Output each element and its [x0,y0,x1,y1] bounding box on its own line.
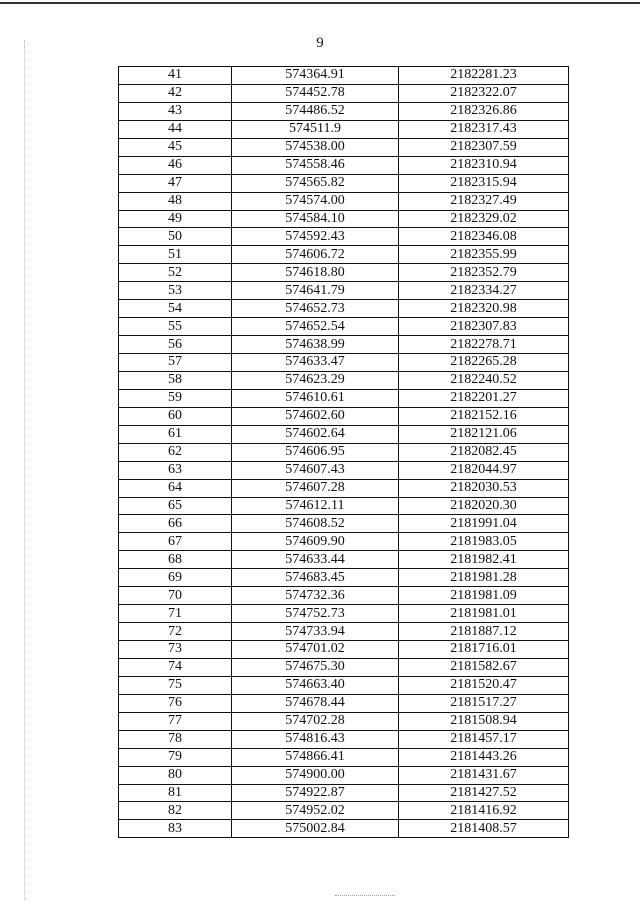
x-coordinate-cell: 574652.54 [232,318,399,336]
x-coordinate-cell: 574633.47 [232,354,399,372]
point-number-cell: 61 [119,425,232,443]
x-coordinate-cell: 574606.72 [232,246,399,264]
table-row [119,300,569,318]
coordinates-table [118,66,569,838]
y-coordinate-cell: 2181431.67 [399,766,569,784]
y-coordinate-cell: 2182322.07 [399,84,569,102]
x-coordinate-cell: 574638.99 [232,336,399,354]
page-number: 9 [316,35,324,51]
point-number-cell: 62 [119,443,232,461]
x-coordinate-cell: 574683.45 [232,569,399,587]
point-number-cell: 76 [119,694,232,712]
y-coordinate-cell: 2182020.30 [399,497,569,515]
y-coordinate-cell: 2181981.28 [399,569,569,587]
table-row [119,425,569,443]
point-number-cell: 65 [119,497,232,515]
table-row [119,766,569,784]
table-row [119,641,569,659]
x-coordinate-cell: 574602.60 [232,407,399,425]
table-row [119,497,569,515]
point-number-cell: 69 [119,569,232,587]
table-row [119,210,569,228]
y-coordinate-cell: 2182082.45 [399,443,569,461]
point-number-cell: 77 [119,712,232,730]
y-coordinate-cell: 2182307.59 [399,138,569,156]
x-coordinate-cell: 574652.73 [232,300,399,318]
table-row [119,228,569,246]
top-rule [0,2,640,4]
x-coordinate-cell: 574952.02 [232,802,399,820]
point-number-cell: 53 [119,282,232,300]
table-row [119,461,569,479]
y-coordinate-cell: 2181517.27 [399,694,569,712]
table-row [119,587,569,605]
y-coordinate-cell: 2182329.02 [399,210,569,228]
x-coordinate-cell: 574574.00 [232,192,399,210]
x-coordinate-cell: 574538.00 [232,138,399,156]
y-coordinate-cell: 2181991.04 [399,515,569,533]
point-number-cell: 46 [119,156,232,174]
y-coordinate-cell: 2182044.97 [399,461,569,479]
binding-margin [24,40,25,900]
table-row [119,67,569,85]
point-number-cell: 47 [119,174,232,192]
x-coordinate-cell: 574732.36 [232,587,399,605]
x-coordinate-cell: 574701.02 [232,641,399,659]
x-coordinate-cell: 574675.30 [232,658,399,676]
y-coordinate-cell: 2182352.79 [399,264,569,282]
point-number-cell: 78 [119,730,232,748]
x-coordinate-cell: 574607.28 [232,479,399,497]
y-coordinate-cell: 2182315.94 [399,174,569,192]
y-coordinate-cell: 2182334.27 [399,282,569,300]
y-coordinate-cell: 2182310.94 [399,156,569,174]
y-coordinate-cell: 2181408.57 [399,820,569,838]
table-row [119,102,569,120]
x-coordinate-cell: 574663.40 [232,676,399,694]
y-coordinate-cell: 2182121.06 [399,425,569,443]
y-coordinate-cell: 2181981.09 [399,587,569,605]
x-coordinate-cell: 574565.82 [232,174,399,192]
y-coordinate-cell: 2182278.71 [399,336,569,354]
table-row [119,371,569,389]
point-number-cell: 73 [119,641,232,659]
point-number-cell: 68 [119,551,232,569]
table-row [119,354,569,372]
x-coordinate-cell: 574602.64 [232,425,399,443]
point-number-cell: 43 [119,102,232,120]
x-coordinate-cell: 574511.9 [232,120,399,138]
y-coordinate-cell: 2182030.53 [399,479,569,497]
point-number-cell: 49 [119,210,232,228]
table-row [119,784,569,802]
y-coordinate-cell: 2181983.05 [399,533,569,551]
point-number-cell: 41 [119,67,232,85]
coordinates-table-body [119,67,569,838]
y-coordinate-cell: 2182307.83 [399,318,569,336]
y-coordinate-cell: 2182320.98 [399,300,569,318]
point-number-cell: 74 [119,658,232,676]
point-number-cell: 83 [119,820,232,838]
y-coordinate-cell: 2181887.12 [399,623,569,641]
table-row [119,174,569,192]
point-number-cell: 67 [119,533,232,551]
y-coordinate-cell: 2181582.67 [399,658,569,676]
table-row [119,246,569,264]
y-coordinate-cell: 2181416.92 [399,802,569,820]
x-coordinate-cell: 574816.43 [232,730,399,748]
table-row [119,605,569,623]
point-number-cell: 55 [119,318,232,336]
x-coordinate-cell: 574584.10 [232,210,399,228]
point-number-cell: 80 [119,766,232,784]
point-number-cell: 57 [119,354,232,372]
table-row [119,389,569,407]
table-row [119,318,569,336]
point-number-cell: 56 [119,336,232,354]
x-coordinate-cell: 574486.52 [232,102,399,120]
y-coordinate-cell: 2182327.49 [399,192,569,210]
y-coordinate-cell: 2181508.94 [399,712,569,730]
y-coordinate-cell: 2181457.17 [399,730,569,748]
y-coordinate-cell: 2182346.08 [399,228,569,246]
x-coordinate-cell: 574641.79 [232,282,399,300]
y-coordinate-cell: 2182326.86 [399,102,569,120]
x-coordinate-cell: 574610.61 [232,389,399,407]
table-row [119,407,569,425]
point-number-cell: 54 [119,300,232,318]
table-row [119,138,569,156]
y-coordinate-cell: 2182201.27 [399,389,569,407]
point-number-cell: 72 [119,623,232,641]
y-coordinate-cell: 2181981.01 [399,605,569,623]
x-coordinate-cell: 574618.80 [232,264,399,282]
x-coordinate-cell: 574364.91 [232,67,399,85]
table-row [119,282,569,300]
point-number-cell: 64 [119,479,232,497]
table-row [119,658,569,676]
table-row [119,533,569,551]
x-coordinate-cell: 574452.78 [232,84,399,102]
table-row [119,264,569,282]
y-coordinate-cell: 2181520.47 [399,676,569,694]
point-number-cell: 42 [119,84,232,102]
point-number-cell: 82 [119,802,232,820]
x-coordinate-cell: 574609.90 [232,533,399,551]
point-number-cell: 58 [119,371,232,389]
point-number-cell: 45 [119,138,232,156]
x-coordinate-cell: 574922.87 [232,784,399,802]
x-coordinate-cell: 574866.41 [232,748,399,766]
point-number-cell: 44 [119,120,232,138]
y-coordinate-cell: 2182240.52 [399,371,569,389]
x-coordinate-cell: 574612.11 [232,497,399,515]
y-coordinate-cell: 2181443.26 [399,748,569,766]
table-row [119,479,569,497]
x-coordinate-cell: 574752.73 [232,605,399,623]
y-coordinate-cell: 2182317.43 [399,120,569,138]
table-row [119,676,569,694]
bottom-mark [335,895,395,897]
table-row [119,623,569,641]
x-coordinate-cell: 574900.00 [232,766,399,784]
table-row [119,748,569,766]
point-number-cell: 59 [119,389,232,407]
table-row [119,569,569,587]
x-coordinate-cell: 574623.29 [232,371,399,389]
y-coordinate-cell: 2181982.41 [399,551,569,569]
x-coordinate-cell: 574633.44 [232,551,399,569]
table-row [119,84,569,102]
point-number-cell: 70 [119,587,232,605]
x-coordinate-cell: 574592.43 [232,228,399,246]
x-coordinate-cell: 574558.46 [232,156,399,174]
y-coordinate-cell: 2181716.01 [399,641,569,659]
y-coordinate-cell: 2181427.52 [399,784,569,802]
x-coordinate-cell: 574608.52 [232,515,399,533]
y-coordinate-cell: 2182265.28 [399,354,569,372]
table-row [119,156,569,174]
x-coordinate-cell: 574606.95 [232,443,399,461]
x-coordinate-cell: 574607.43 [232,461,399,479]
point-number-cell: 63 [119,461,232,479]
point-number-cell: 60 [119,407,232,425]
table-row [119,336,569,354]
point-number-cell: 48 [119,192,232,210]
point-number-cell: 52 [119,264,232,282]
table-row [119,120,569,138]
x-coordinate-cell: 574733.94 [232,623,399,641]
y-coordinate-cell: 2182152.16 [399,407,569,425]
table-row [119,820,569,838]
coordinates-table-container [118,66,568,838]
table-row [119,443,569,461]
table-row [119,694,569,712]
point-number-cell: 50 [119,228,232,246]
table-row [119,192,569,210]
x-coordinate-cell: 574702.28 [232,712,399,730]
point-number-cell: 75 [119,676,232,694]
point-number-cell: 71 [119,605,232,623]
table-row [119,515,569,533]
point-number-cell: 66 [119,515,232,533]
table-row [119,551,569,569]
point-number-cell: 51 [119,246,232,264]
x-coordinate-cell: 574678.44 [232,694,399,712]
point-number-cell: 81 [119,784,232,802]
table-row [119,730,569,748]
y-coordinate-cell: 2182355.99 [399,246,569,264]
table-row [119,712,569,730]
x-coordinate-cell: 575002.84 [232,820,399,838]
point-number-cell: 79 [119,748,232,766]
y-coordinate-cell: 2182281.23 [399,67,569,85]
table-row [119,802,569,820]
